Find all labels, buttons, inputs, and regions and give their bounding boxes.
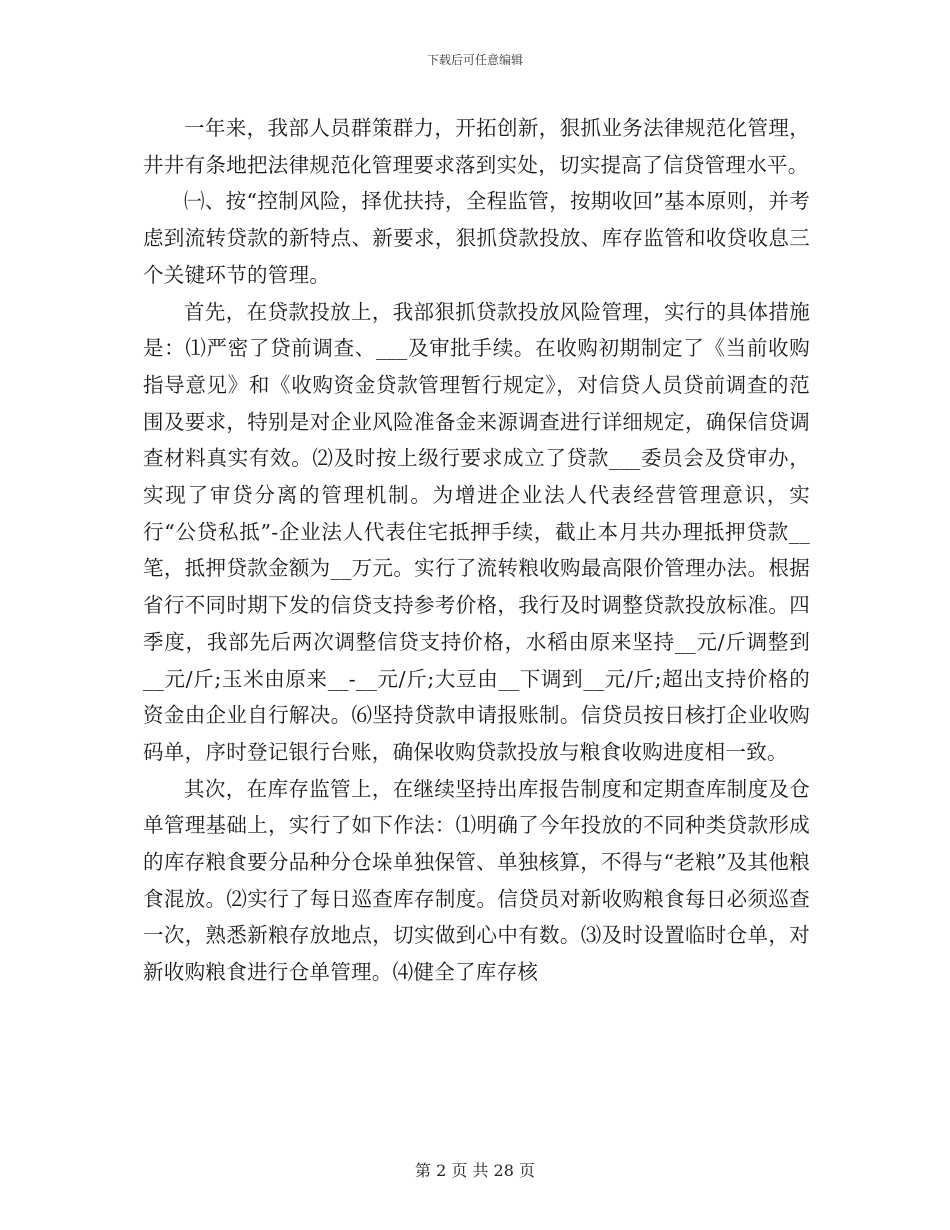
paragraph-principle: ㈠、按“控制风险，择优扶持，全程监管，按期收回”基本原则，并考虑到流转贷款的新特点、新要求，狠抓贷款投放、库存监管和收贷收息三个关键环节的管理。 <box>143 189 810 287</box>
document-body <box>143 110 810 991</box>
paragraph-summary: 一年来，我部人员群策群力，开拓创新，狠抓业务法律规范化管理，井井有条地把法律规范化管理要求落到实处，切实提高了信贷管理水平。 <box>143 116 810 177</box>
page-footer: 第 2 页 共 28 页 <box>415 1161 535 1180</box>
paragraph-inventory-supervision: 其次，在库存监管上，在继续坚持出库报告制度和定期查库制度及仓单管理基础上，实行了如下作法：⑴明确了今年投放的不同种类贷款形成的库存粮食要分品种分仓垛单独保管、单独核算，不得与“老粮”及其他粮食混放。⑵实行了每日巡查库存制度。信贷员对新收购粮食每日必须巡查一次，熟悉新粮存放地点，切实做到心中有数。⑶及时设置临时仓单，对新收购粮食进行仓单管理。⑷健全了库存核 <box>143 776 810 985</box>
page-header: 下载后可任意编辑 <box>426 53 523 67</box>
paragraph-loan-issuance: 首先，在贷款投放上，我部狠抓贷款投放风险管理，实行的具体措施是：⑴严密了贷前调查、___及审批手续。在收购初期制定了《当前收购指导意见》和《收购资金贷款管理暂行规定》，对信贷人员贷前调查的范围及要求，特别是对企业风险准备金来源调查进行详细规定，确保信贷调查材料真实有效。⑵及时按上级行要求成立了贷款___委员会及贷审办，实现了审贷分离的管理机制。为增进企业法人代表经营管理意识，实行“公贷私抵”-企业法人代表住宅抵押手续，截止本月共办理抵押贷款__笔，抵押贷款金额为__万元。实行了流转粮收购最高限价管理办法。根据省行不同时期下发的信贷支持参考价格，我行及时调整贷款投放标准。四季度，我部先后两次调整信贷支持价格，水稻由原来坚持__元/斤调整到__元/斤;玉米由原来__-__元/斤;大豆由__下调到__元/斤;超出支持价格的资金由企业自行解决。⑹坚持贷款申请报账制。信贷员按日核打企业收购码单，序时登记银行台账，确保收购贷款投放与粮食收购进度相一致。 <box>143 299 810 764</box>
